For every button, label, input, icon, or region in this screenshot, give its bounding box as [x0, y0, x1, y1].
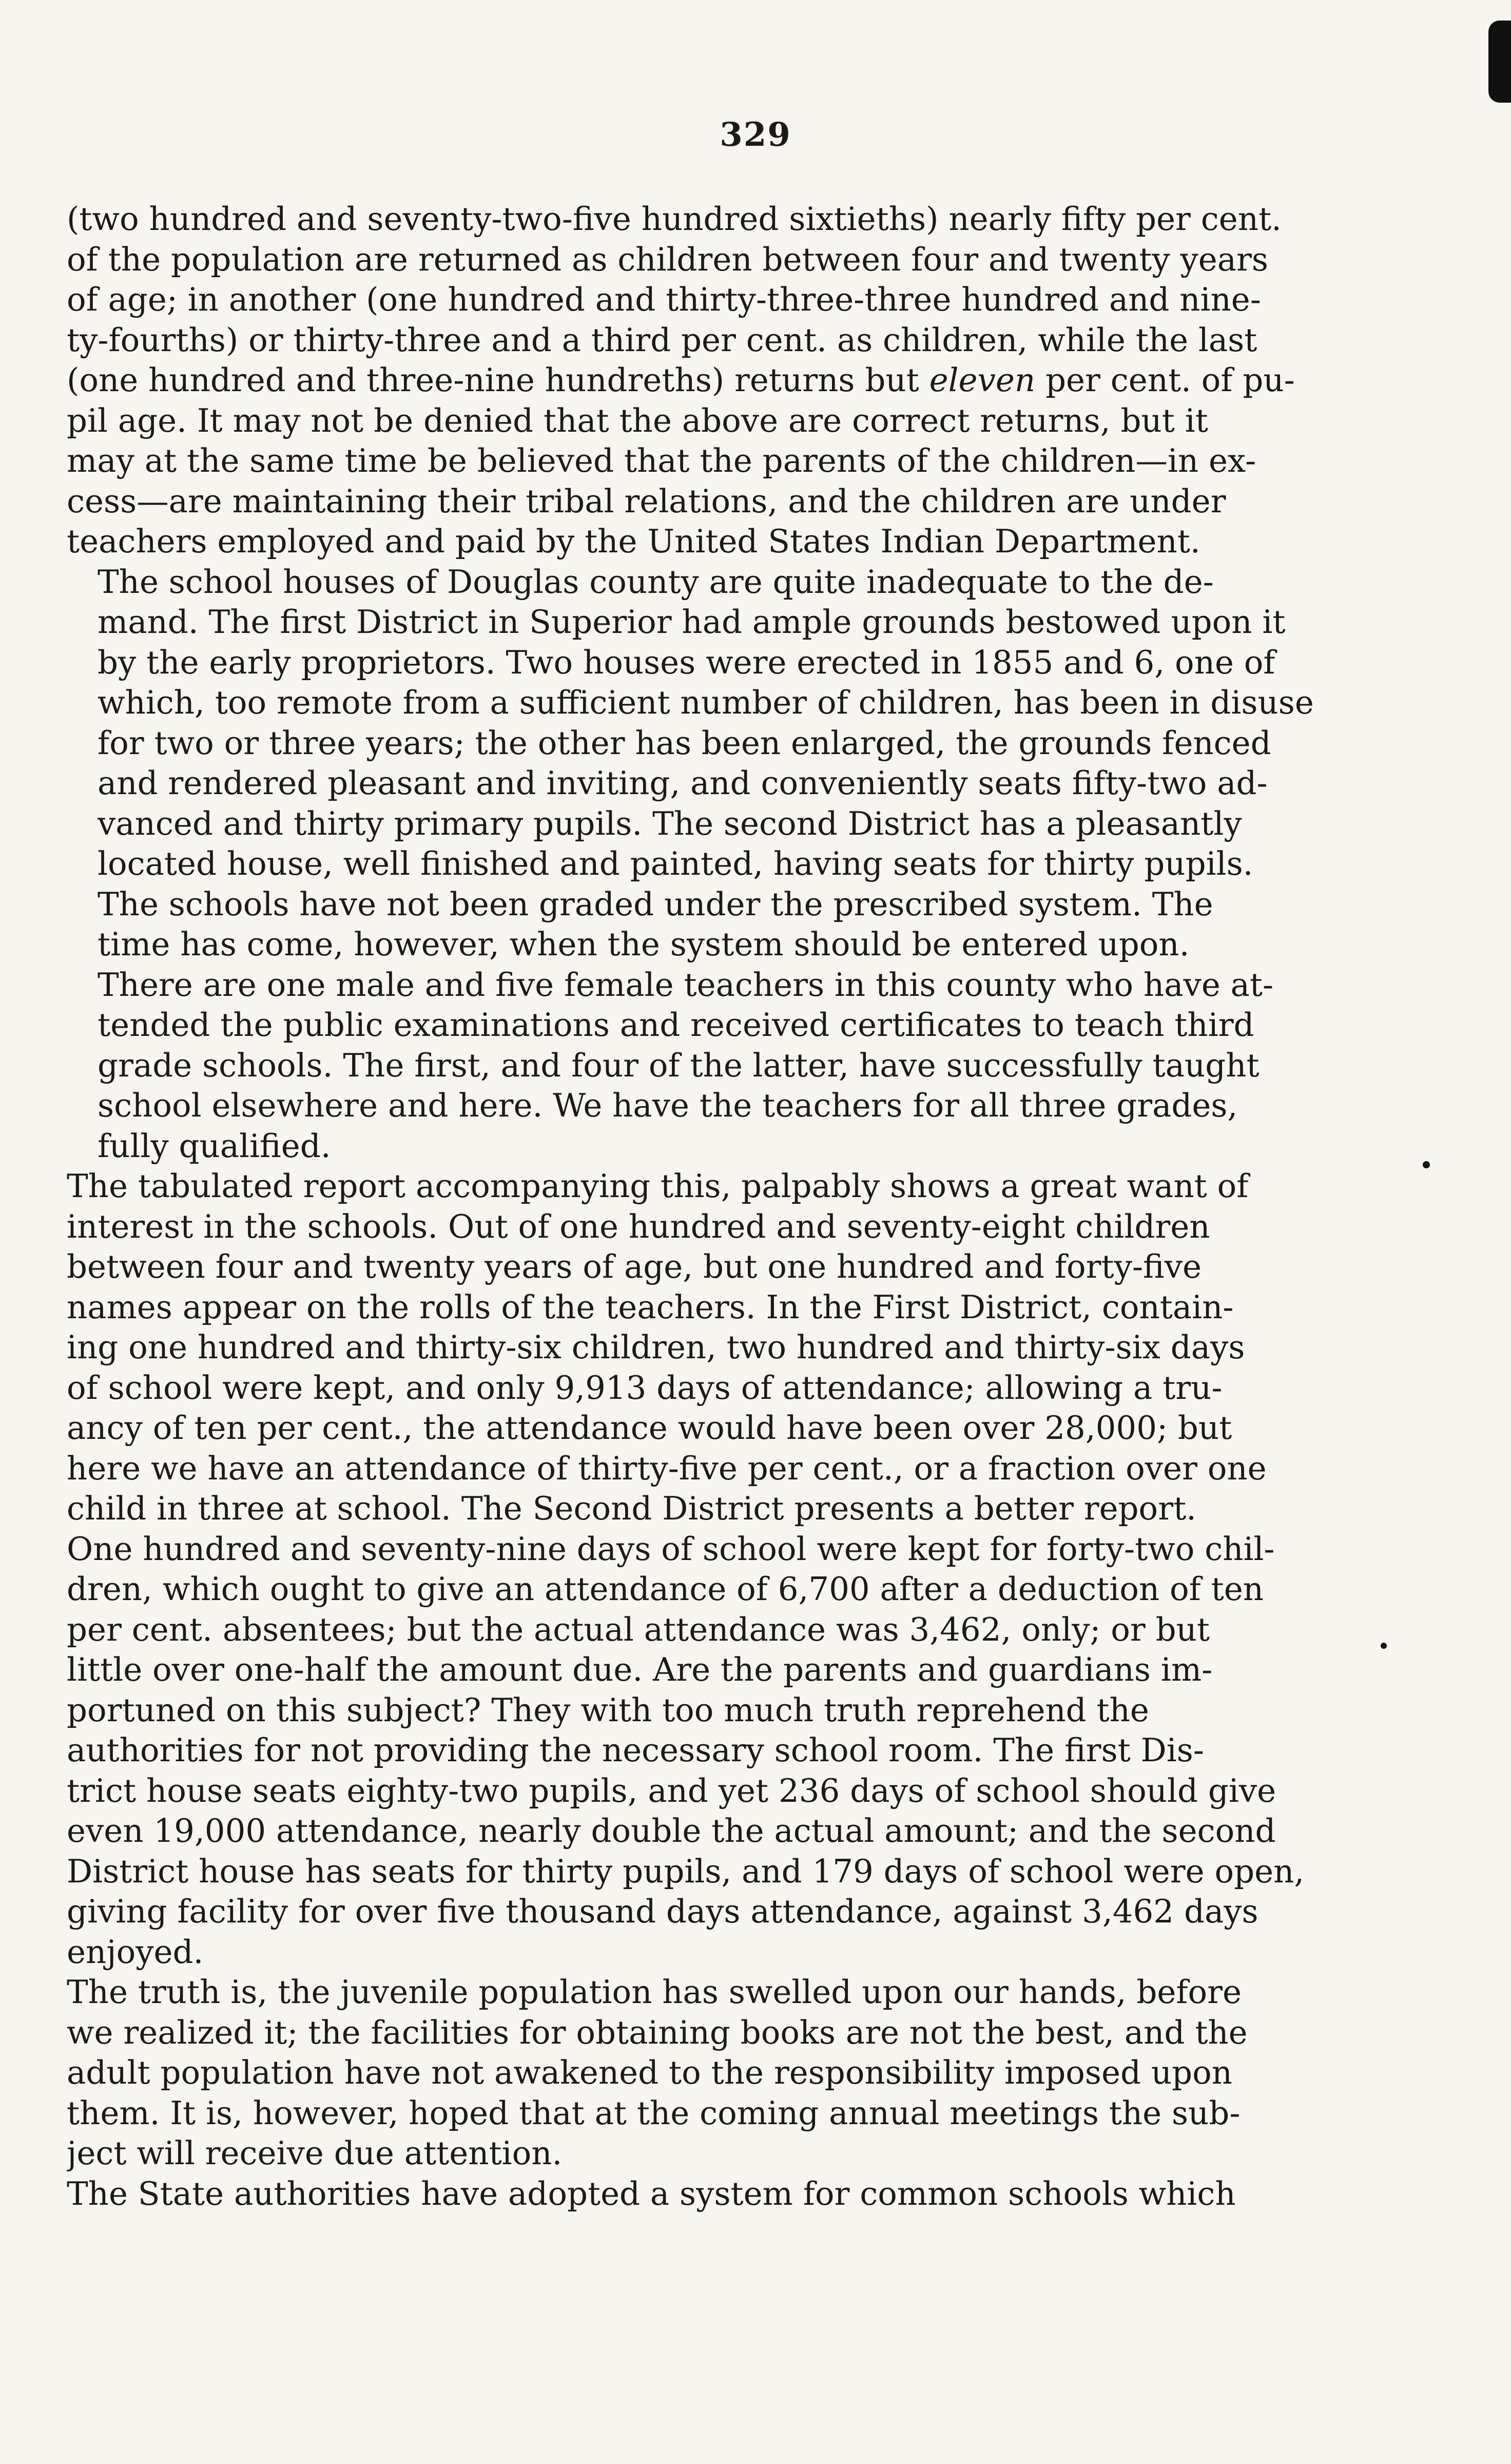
paragraph-tabulated-report	[67, 1166, 1360, 1972]
ink-dot-mark	[1381, 1643, 1387, 1649]
text-line: and rendered pleasant and inviting, and conveniently seats fifty-two ad-	[98, 764, 1268, 802]
text-line: ancy of ten per cent., the attendance would have been over 28,000; but	[67, 1409, 1232, 1447]
text-line: which, too remote from a sufficient number of children, has been in disuse	[98, 684, 1314, 721]
text-line: of the population are returned as children between four and twenty years	[67, 240, 1269, 278]
text-line: The schools have not been graded under the prescribed system. The	[98, 885, 1213, 923]
text-line: One hundred and seventy-nine days of school were kept for forty-two chil-	[67, 1530, 1275, 1568]
text-line: even 19,000 attendance, nearly double the actual amount; and the second	[67, 1812, 1276, 1850]
text-line: tended the public examinations and received certificates to teach third	[98, 1006, 1254, 1044]
text-line: The school houses of Douglas county are quite inadequate to the de-	[98, 563, 1214, 601]
text-line: by the early proprietors. Two houses were erected in 1855 and 6, one of	[98, 643, 1275, 681]
page-edge-mark	[1488, 21, 1511, 103]
paragraph-teachers	[67, 965, 1360, 1167]
text-line: little over one-half the amount due. Are the parents and guardians im-	[67, 1651, 1213, 1688]
text-line: adult population have not awakened to the responsibility imposed upon	[67, 2054, 1232, 2091]
page-number: 329	[720, 116, 791, 154]
text-line: of school were kept, and only 9,913 days of attendance; allowing a tru-	[67, 1369, 1223, 1407]
text-line: them. It is, however, hoped that at the coming annual meetings the sub-	[67, 2094, 1241, 2132]
text-line: trict house seats eighty-two pupils, and yet 236 days of school should give	[67, 1772, 1276, 1810]
text-line: There are one male and five female teachers in this county who have at-	[98, 966, 1274, 1004]
text-line: enjoyed.	[67, 1933, 204, 1971]
text-line: may at the same time be believed that the parents of the children—in ex-	[67, 442, 1256, 479]
text-line: of age; in another (one hundred and thirty-three-three hundred and nine-	[67, 281, 1261, 318]
text-line: (two hundred and seventy-two-five hundred sixtieths) nearly fifty per cent.	[67, 200, 1282, 238]
text-line: cess—are maintaining their tribal relations, and the children are under	[67, 482, 1226, 520]
text-line: portuned on this subject? They with too much truth reprehend the	[67, 1691, 1149, 1729]
text-line: we realized it; the facilities for obtaining books are not the best, and the	[67, 2013, 1248, 2051]
paragraph-state-authorities	[67, 2174, 1360, 2215]
emphasis-text: eleven	[929, 361, 1036, 399]
text-line: The State authorities have adopted a system for common schools which	[67, 2174, 1236, 2212]
text-line: fully qualified.	[98, 1127, 331, 1165]
paragraph-indian-population	[67, 199, 1360, 562]
text-line: child in three at school. The Second District presents a better report.	[67, 1490, 1197, 1527]
text-line: between four and twenty years of age, but one hundred and forty-five	[67, 1248, 1202, 1285]
text-line: mand. The first District in Superior had ample grounds bestowed upon it	[98, 603, 1286, 641]
body-text	[67, 199, 1360, 2214]
text-line: ing one hundred and thirty-six children, two hundred and thirty-six days	[67, 1329, 1245, 1366]
text-line: The truth is, the juvenile population has swelled upon our hands, before	[67, 1973, 1242, 2011]
text-line: ject will receive due attention.	[67, 2134, 563, 2172]
text-line: dren, which ought to give an attendance of 6,700 after a deduction of ten	[67, 1570, 1264, 1608]
text-line: ty-fourths) or thirty-three and a third per cent. as children, while the last	[67, 321, 1257, 359]
text-line: time has come, however, when the system should be entered upon.	[98, 926, 1190, 963]
text-line: names appear on the rolls of the teachers. In the First District, contain-	[67, 1288, 1234, 1326]
text-line: for two or three years; the other has been enlarged, the grounds fenced	[98, 724, 1271, 762]
paragraph-school-houses	[67, 562, 1360, 884]
text-line: giving facility for over five thousand days attendance, against 3,462 days	[67, 1893, 1258, 1930]
paragraph-juvenile-population	[67, 1972, 1360, 2174]
text-line: located house, well finished and painted, having seats for thirty pupils.	[98, 845, 1253, 882]
text-line: here we have an attendance of thirty-five per cent., or a fraction over one	[67, 1449, 1267, 1487]
text-line: grade schools. The first, and four of the latter, have successfully taught	[98, 1046, 1260, 1084]
text-line: school elsewhere and here. We have the teachers for all three grades,	[98, 1087, 1238, 1124]
text-line: teachers employed and paid by the United States Indian Department.	[67, 523, 1200, 560]
text-line: authorities for not providing the necessary school room. The first Dis-	[67, 1731, 1204, 1769]
text-line: vanced and thirty primary pupils. The second District has a pleasantly	[98, 804, 1242, 842]
text-line: District house has seats for thirty pupils, and 179 days of school were open,	[67, 1852, 1305, 1890]
text-line: The tabulated report accompanying this, palpably shows a great want of	[67, 1167, 1249, 1205]
text-line: interest in the schools. Out of one hundred and seventy-eight children	[67, 1207, 1210, 1245]
text-line: per cent. absentees; but the actual attendance was 3,462, only; or but	[67, 1610, 1210, 1648]
text-line: (one hundred and three-nine hundreths) returns but eleven per cent. of pu-	[67, 361, 1295, 399]
ink-dot-mark	[1423, 1161, 1430, 1168]
paragraph-grading	[67, 884, 1360, 965]
text-line: pil age. It may not be denied that the above are correct returns, but it	[67, 401, 1208, 439]
